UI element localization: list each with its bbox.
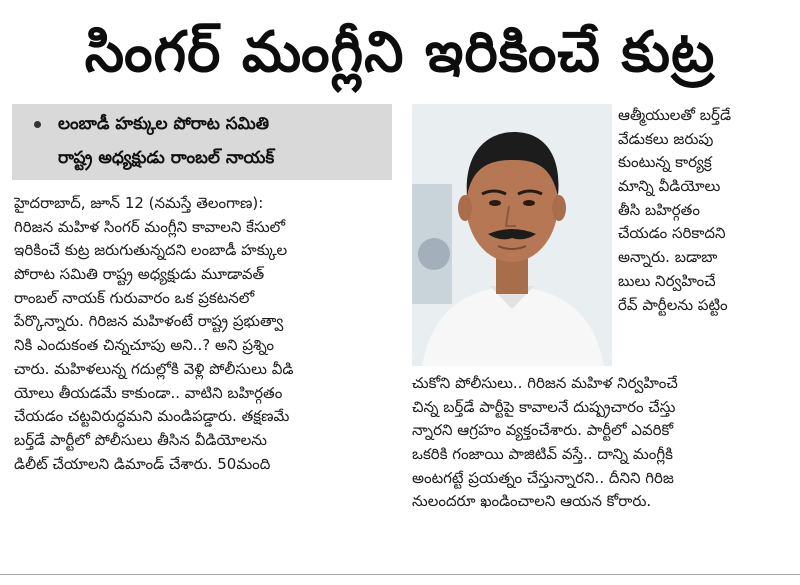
body-line: తీసి బహిర్గతం: [618, 200, 700, 219]
body-line: రేవ్ పార్టీలను పట్టిం: [618, 295, 728, 314]
body-column-right-bottom: [412, 372, 790, 514]
body-line: నులందరూ ఖండించాలని ఆయన కోరారు.: [412, 492, 652, 511]
body-line: వేడుకలు జరుపు: [618, 129, 714, 148]
bullet-icon: [34, 121, 41, 128]
person-portrait-icon: [412, 104, 612, 366]
body-line: బర్త్‌డే పార్టీలో పోలీసులు తీసిన వీడియోలను: [14, 430, 267, 449]
body-line: బులు నిర్వహించే: [618, 271, 716, 290]
body-line: డిలీట్ చేయాలని డిమాండ్ చేశారు. 50మంది: [14, 454, 271, 473]
body-line: గిరిజన మహిళ సింగర్ మంగ్లీని కావాలని కేసులో: [14, 217, 286, 236]
body-line: ఇరికించే కుట్ర జరుగుతున్నదని లంబాడీ హక్కుల: [14, 241, 288, 260]
body-line: రాంబల్ నాయక్ గురువారం ఒక ప్రకటనలో: [14, 288, 255, 307]
divider: [0, 574, 800, 575]
body-line: నికి ఎందుకంత చిన్నచూపు అని..? అని ప్రశ్నిం: [14, 336, 275, 355]
body-line: చేయడం సరికాదని: [618, 224, 726, 243]
body-line: ఆత్మీయులతో బర్త్‌డే: [618, 106, 732, 124]
body-line: అన్నారు. బడాబా: [618, 248, 718, 267]
body-column-right-top: [618, 104, 788, 317]
body-line: పేర్కొన్నారు. గిరిజన మహిళంటే రాష్ట్ర ప్రభుత్వా: [14, 312, 284, 331]
body-line: చారు. మహిళలున్న గదుల్లోకి వెళ్లి పోలీసులు వీడి: [14, 359, 294, 378]
body-line: ఒకరికి గంజాయి పాజిటివ్ వస్తే.. దాన్ని మంగ్లీకి: [412, 445, 673, 464]
subhead-line-1: లంబాడీ హక్కుల పోరాట సమితి: [58, 114, 269, 134]
body-line: హైదరాబాద్, జూన్ 12 (నమస్తే తెలంగాణ):: [14, 194, 264, 212]
body-line: పోరాట సమితి రాష్ట్ర అధ్యక్షుడు మూడావత్: [14, 265, 265, 284]
subhead-line-2: రాష్ట్ర అధ్యక్షుడు రాంబల్ నాయక్: [58, 148, 275, 168]
body-line: చుకోని పోలీసులు.. గిరిజన మహిళ నిర్వహించే: [412, 374, 678, 392]
body-line: కుంటున్న కార్యక్ర: [618, 153, 712, 172]
body-line: న్నారని ఆగ్రహం వ్యక్తంచేశారు. పార్టీలో ఎవరికో: [412, 421, 674, 440]
body-column-left: [14, 192, 394, 476]
body-line: చేయడం చట్టవిరుద్ధమని మండిపడ్డారు. తక్షణమే: [14, 407, 290, 426]
body-line: మాన్ని వీడియోలు: [618, 177, 721, 196]
body-line: అంటగట్టే ప్రయత్నం చేస్తున్నారని.. దీనిని గిరిజ: [412, 468, 674, 487]
body-line: చిన్న బర్త్‌డే పార్టీపై కావాలనే దుష్ప్రచారం చేస్తు: [412, 397, 676, 416]
person-photo: [412, 104, 612, 366]
headline: సింగర్ మంగ్లీని ఇరికించే కుట్ర: [84, 20, 716, 85]
body-line: యోలు తీయడమే కాకుండా.. వాటిని బహిర్గతం: [14, 383, 283, 402]
